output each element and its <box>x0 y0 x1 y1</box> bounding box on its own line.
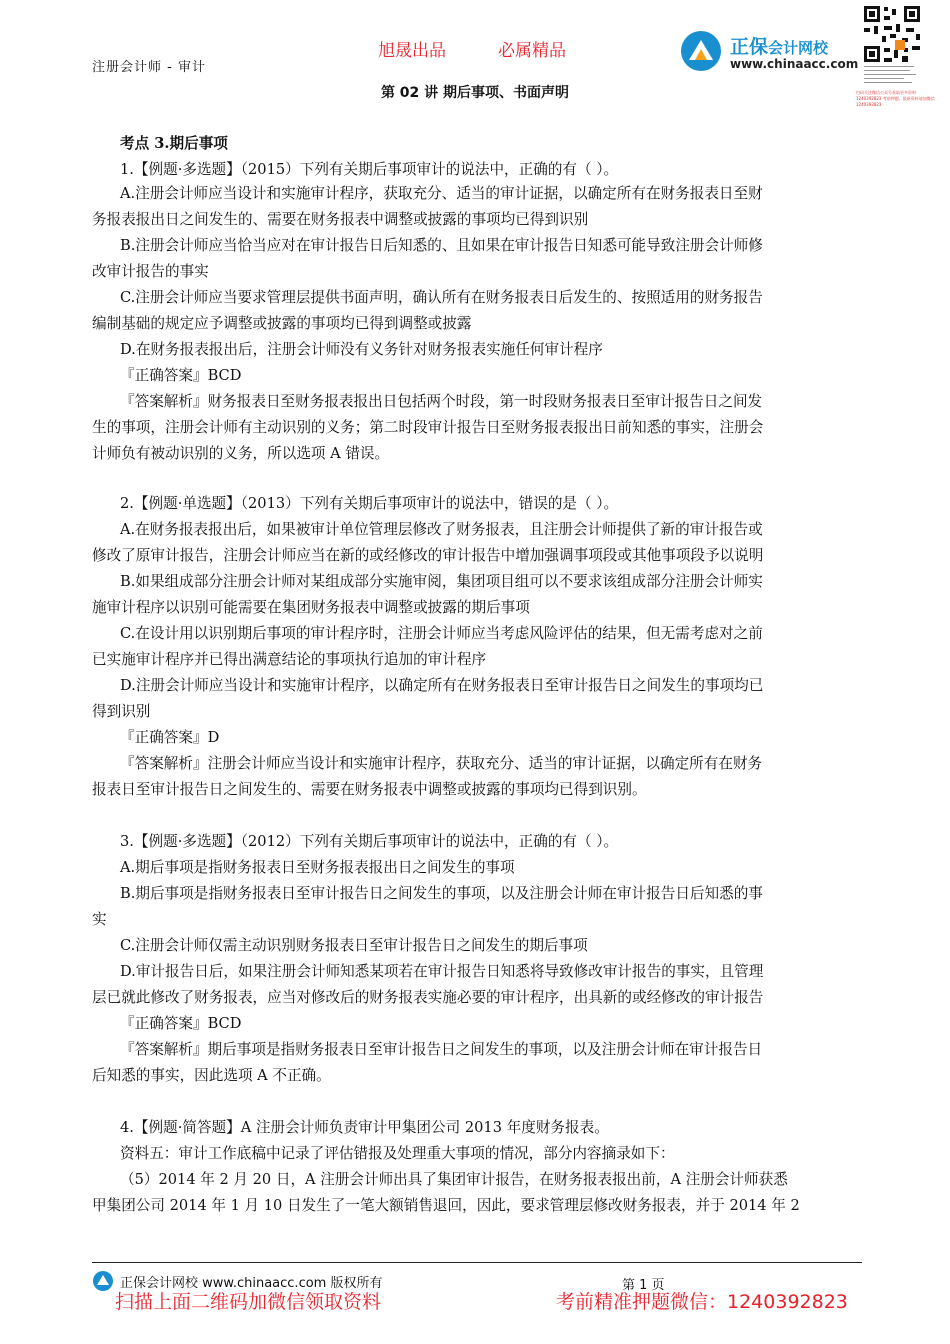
q1-option-c: C.注册会计师应当要求管理层提供书面声明，确认所有在财务报表日后发生的、按照适用的财务报告 <box>120 289 763 306</box>
q3-option-a: A.期后事项是指财务报表日至财务报表报出日之间发生的事项 <box>120 859 515 876</box>
q2-stem: 2.【例题·单选题】（2013）下列有关期后事项审计的说法中，错误的是（ ）。 <box>120 495 619 512</box>
q1-stem: 1.【例题·多选题】（2015）下列有关期后事项审计的说法中，正确的有（ ）。 <box>120 161 619 178</box>
q1-option-d: D.在财务报表报出后，注册会计师没有义务针对财务报表实施任何审计程序 <box>120 341 603 358</box>
q1-option-b: B.注册会计师应当恰当应对在审计报告日后知悉的、且如果在审计报告日知悉可能导致注册会计师修 <box>120 237 763 254</box>
q3-option-d: D.审计报告日后，如果注册会计师知悉某项若在审计报告日知悉将导致修改审计报告的事实，且管理 <box>120 963 764 980</box>
chinaacc-logo-icon <box>680 30 722 72</box>
q3-option-b: B.期后事项是指财务报表日至审计报告日之间发生的事项，以及注册会计师在审计报告日后知悉的事 <box>120 885 763 902</box>
q1-option-a-cont: 务报表报出日之间发生的、需要在财务报表中调整或披露的事项均已得到识别 <box>92 211 589 228</box>
q3-option-c: C.注册会计师仅需主动识别财务报表日至审计报告日之间发生的期后事项 <box>120 937 588 954</box>
brand-url: www.chinaacc.com <box>730 57 859 71</box>
q3-stem: 3.【例题·多选题】（2012）下列有关期后事项审计的说法中，正确的有（ ）。 <box>120 833 619 850</box>
qr-code-icon <box>862 4 922 90</box>
page-number: 第 1 页 <box>622 1278 665 1293</box>
q1-explanation-cont: 生的事项，注册会计师有主动识别的义务；第二时段审计报告日至财务报表报出日前知悉的事实，注册会 <box>92 419 764 436</box>
slogan-left: 旭晟出品 <box>378 41 446 61</box>
q4-stem: 4.【例题·简答题】A 注册会计师负责审计甲集团公司 2013 年度财务报表。 <box>120 1119 609 1136</box>
q2-option-c: C.在设计用以识别期后事项的审计程序时，注册会计师应当考虑风险评估的结果，但无需考虑对之前 <box>120 625 763 642</box>
q3-explanation: 『答案解析』期后事项是指财务报表日至审计报告日之间发生的事项，以及注册会计师在审计报告日 <box>120 1041 763 1058</box>
q2-answer: 『正确答案』D <box>120 729 220 746</box>
q2-explanation: 『答案解析』注册会计师应当设计和实施审计程序，获取充分、适当的审计证据，以确定所有在财务 <box>120 755 763 772</box>
footer-divider <box>92 1262 862 1263</box>
q2-explanation-cont: 报表日至审计报告日之间发生的、需要在财务报表中调整或披露的事项均已得到识别。 <box>92 781 647 798</box>
q1-option-a: A.注册会计师应当设计和实施审计程序，获取充分、适当的审计证据，以确定所有在财务报表日至财 <box>120 185 763 202</box>
footer-copyright: 正保会计网校 www.chinaacc.com 版权所有 <box>120 1276 383 1291</box>
qr-caption: 扫码关注微信公众号获取更多资料 1240392823 考前押题、最新资料请加微信 1240392823 <box>856 90 935 107</box>
q4-item-5: （5）2014 年 2 月 20 日，A 注册会计师出具了集团审计报告，在财务报表报出前，A 注册会计师获悉 <box>120 1171 788 1188</box>
chinaacc-footer-logo-icon <box>92 1270 114 1292</box>
lecture-title: 第 02 讲 期后事项、书面声明 <box>380 85 570 101</box>
q4-item-5-cont: 甲集团公司 2014 年 1 月 10 日发生了一笔大额销售退回，因此，要求管理层修改财务报表，并于 2014 年 2 <box>92 1197 800 1214</box>
q1-explanation-end: 计师负有被动识别的义务，所以选项 A 错误。 <box>92 445 390 462</box>
q3-answer: 『正确答案』BCD <box>120 1015 242 1032</box>
q3-option-d-cont: 层已就此修改了财务报表，应当对修改后的财务报表实施必要的审计程序，出具新的或经修改的审计报告 <box>92 989 764 1006</box>
q2-option-d: D.注册会计师应当设计和实施审计程序，以确定所有在财务报表日至审计报告日之间发生的事项均已 <box>120 677 764 694</box>
q3-explanation-cont: 后知悉的事实，因此选项 A 不正确。 <box>92 1067 331 1084</box>
brand-logo-block <box>680 28 860 76</box>
q2-option-c-cont: 已实施审计程序并已得出满意结论的事项执行追加的审计程序 <box>92 651 487 668</box>
q2-option-a: A.在财务报表报出后，如果被审计单位管理层修改了财务报表，且注册会计师提供了新的审计报告或 <box>120 521 763 538</box>
slogan-right: 必属精品 <box>498 41 566 61</box>
q1-answer: 『正确答案』BCD <box>120 367 242 384</box>
q1-option-b-cont: 改审计报告的事实 <box>92 263 209 280</box>
q2-option-d-cont: 得到识别 <box>92 703 151 720</box>
brand-name: 正保会计网校 <box>730 36 829 58</box>
promo-qr-text: 扫描上面二维码加微信领取资料 <box>115 1291 382 1313</box>
q1-explanation: 『答案解析』财务报表日至财务报表报出日包括两个时段，第一时段财务报表日至审计报告日之间发 <box>120 393 763 410</box>
q3-option-b-cont: 实 <box>92 911 107 928</box>
q2-option-b: B.如果组成部分注册会计师对某组成部分实施审阅，集团项目组可以不要求该组成部分注册会计师实 <box>120 573 763 590</box>
q2-option-a-cont: 修改了原审计报告，注册会计师应当在新的或经修改的审计报告中增加强调事项段或其他事项段予以说明 <box>92 547 764 564</box>
course-title: 注册会计师 - 审计 <box>92 60 206 75</box>
q2-option-b-cont: 施审计程序以识别可能需要在集团财务报表中调整或披露的期后事项 <box>92 599 530 616</box>
section-title: 考点 3.期后事项 <box>120 135 228 152</box>
q4-material: 资料五：审计工作底稿中记录了评估错报及处理重大事项的情况，部分内容摘录如下： <box>120 1145 675 1162</box>
q1-option-c-cont: 编制基础的规定应予调整或披露的事项均已得到调整或披露 <box>92 315 472 332</box>
promo-wechat-text: 考前精准押题微信：1240392823 <box>556 1291 848 1313</box>
